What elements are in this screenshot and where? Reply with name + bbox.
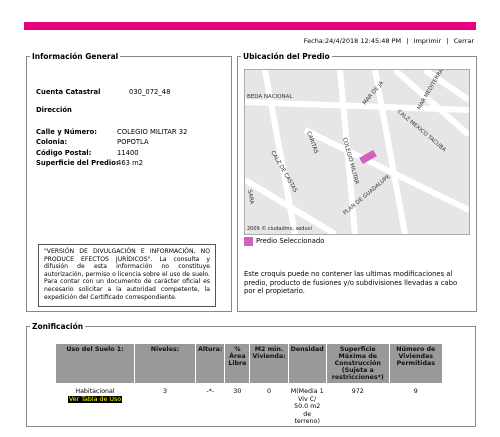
street-label: COLEGIO MILITAR xyxy=(341,136,360,186)
col-header: Superficie Máxima de Construcción (Sujeta a restricciones*) xyxy=(326,344,389,384)
general-info-title: Información General xyxy=(32,52,119,61)
separator: | xyxy=(446,37,449,45)
street-label: CARITAS xyxy=(305,130,319,155)
uso-cell xyxy=(56,384,135,430)
zoning-title: Zonificación xyxy=(32,322,84,331)
street-label: MAR DE JA xyxy=(361,80,386,107)
map-note: Este croquis puede no contener las ultimas modificaciones al predio, producto de fusiones y/o subdivisiones llevadas a cabo por el propietario. xyxy=(244,270,458,296)
map-image xyxy=(245,70,469,234)
calle-label: Calle y Número: xyxy=(36,128,97,136)
disclaimer-box: "VERSIÓN DE DIVULGACIÓN E INFORMACIÓN, NO PRODUCE EFECTOS JURÍDICOS". La consulta y difusión de esta información no constituye autorización, permiso o licencia sobre el uso de suelo. Para contar con un documento de carácter oficial es necesario solicitar a la autoridad competente, la expedición del Certificado correspondiente. xyxy=(38,244,216,307)
col-header: Uso del Suelo 1: xyxy=(56,344,135,384)
location-title: Ubicación del Predio xyxy=(243,52,330,61)
superficie-value: 463 m2 xyxy=(117,159,144,167)
densidad-cell: M(Media 1 Viv C/ 50.0 m2 de terreno) xyxy=(290,388,324,426)
street-label: CALZ MEXICO TACUBA xyxy=(395,108,447,154)
location-map[interactable] xyxy=(244,69,470,235)
superficie-max-cell: 972 xyxy=(351,388,364,395)
street-label: SARA xyxy=(246,189,255,205)
top-accent-bar xyxy=(24,22,476,30)
cuenta-value: 030_072_48 xyxy=(129,88,171,96)
map-credit: 2009 © ciudadmx, seduvi xyxy=(247,226,313,232)
street-label: PLAN DE GUADALUPE xyxy=(342,173,392,217)
cp-label: Código Postal: xyxy=(36,149,92,157)
street-label: BEDA NACIONAL xyxy=(247,94,293,100)
m2-min-cell: 0 xyxy=(267,388,272,395)
cp-value: 11400 xyxy=(117,149,139,157)
close-link[interactable]: Cerrar xyxy=(453,37,474,45)
uso-value: Habitacional xyxy=(75,388,115,395)
print-link[interactable]: Imprimir xyxy=(413,37,442,45)
selected-parcel-label: Predio Seleccionado xyxy=(256,237,325,245)
colonia-label: Colonia: xyxy=(36,138,68,146)
calle-value: COLEGIO MILITAR 32 xyxy=(117,128,188,136)
superficie-label: Superficie del Predio: xyxy=(36,159,119,167)
selected-parcel-swatch xyxy=(244,237,253,246)
zoning-table xyxy=(55,343,443,430)
date-text: Fecha:24/4/2018 12:45:48 PM xyxy=(303,37,402,45)
col-header: Número de Viviendas Permitidas xyxy=(389,344,442,384)
separator: | xyxy=(406,37,409,45)
location-panel xyxy=(237,52,477,312)
cuenta-label: Cuenta Catastral xyxy=(36,88,101,96)
general-info-panel xyxy=(26,52,232,312)
altura-cell: -*- xyxy=(206,388,215,395)
direccion-label: Dirección xyxy=(36,106,72,114)
header-links xyxy=(304,37,474,45)
street-label: CALZ DE CASTAS xyxy=(269,150,298,194)
colonia-value: POPOTLA xyxy=(117,138,149,146)
col-header: % Área Libre xyxy=(225,344,250,384)
col-header: M2 min. Vivienda: xyxy=(250,344,288,384)
niveles-cell: 3 xyxy=(162,388,167,395)
zoning-panel xyxy=(26,322,476,427)
col-header: Densidad xyxy=(288,344,326,384)
ver-tabla-link[interactable]: Ver Tabla de Uso xyxy=(68,395,122,403)
area-libre-cell: 30 xyxy=(233,388,242,395)
table-row xyxy=(56,384,443,430)
viviendas-cell: 9 xyxy=(413,388,418,395)
col-header: Niveles: xyxy=(135,344,196,384)
col-header: Altura: xyxy=(196,344,225,384)
